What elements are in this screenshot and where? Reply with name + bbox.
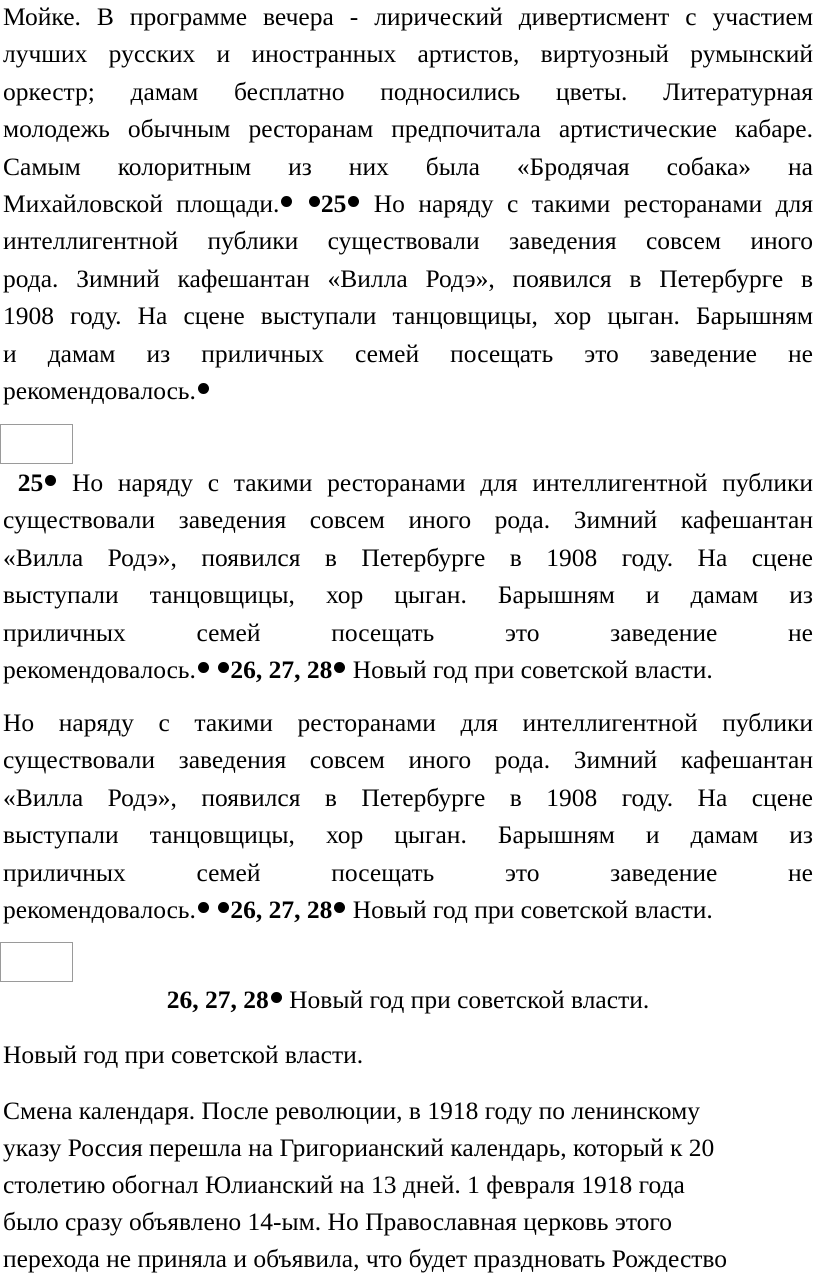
bullet-icon (198, 383, 209, 394)
text-line: перехода не приняла и объявила, что будет праздновать Рождество (3, 1244, 728, 1273)
text-line: Смена календаря. После революции, в 1918 году по ленинскому (3, 1096, 700, 1125)
text-line (3, 651, 813, 688)
bullet-icon (271, 992, 282, 1003)
footnote-number: 26, 27, 28 (230, 654, 333, 684)
text-line: Но наряду с такими ресторанами для интеллигентной публики (3, 708, 813, 737)
paragraph-3 (3, 704, 813, 928)
text-segment: рекомендовалось. (3, 894, 196, 924)
text-segment: Новый год при советской власти. (352, 654, 713, 684)
footnote-number: 26, 27, 28 (166, 985, 269, 1014)
text-segment: рекомендовалось. (3, 375, 196, 405)
text-line: молодежь обычным ресторанам предпочитала артистические кабаре. (3, 114, 813, 144)
text-segment: Но наряду с такими ресторанами для интеллигентной публики (71, 468, 813, 497)
text-segment: Михайловской площади. (3, 188, 280, 218)
paragraph-2 (3, 464, 813, 688)
bullet-icon (334, 902, 345, 913)
bullet-icon (334, 662, 345, 673)
text-line: существовали заведения совсем иного рода. Зимний кафешантан (3, 505, 813, 535)
text-line: интеллигентной публики существовали заведения совсем иного (3, 226, 813, 256)
text-segment: Новый год при советской власти. (352, 894, 713, 924)
bullet-icon (218, 902, 229, 913)
bullet-icon (45, 475, 56, 486)
section-heading (3, 981, 813, 1018)
text-line (3, 372, 813, 409)
text-line: Самым колоритным из них была «Бродячая собака» на (3, 151, 813, 181)
text-line: «Вилла Родэ», появился в Петербурге в 1908 году. На сцене (3, 782, 813, 812)
text-line: «Вилла Родэ», появился в Петербурге в 1908 году. На сцене (3, 542, 813, 572)
text-line: приличных семей посещать это заведение не (3, 857, 813, 887)
bullet-icon (281, 196, 292, 207)
text-line: выступали танцовщицы, хор цыган. Барышням и дамам из (3, 580, 813, 610)
heading-text: Новый год при советской власти. (289, 985, 650, 1014)
text-line: столетию обогнал Юлианский на 13 дней. 1 февраля 1918 года (3, 1170, 685, 1199)
footnote-number: 25 (320, 188, 347, 218)
text-line: Мойке. В программе вечера - лирический дивертисмент с участием (3, 2, 813, 31)
text-line: было сразу объявлено 14-ым. Но Православная церковь этого (3, 1207, 672, 1236)
bullet-icon (218, 662, 229, 673)
text-line (3, 464, 813, 501)
text-line: 1908 году. На сцене выступали танцовщицы, хор цыган. Барышням (3, 301, 813, 331)
text-line: рода. Зимний кафешантан «Вилла Родэ», появился в Петербурге в (3, 263, 813, 293)
bullet-icon (198, 662, 209, 673)
text-line: приличных семей посещать это заведение не (3, 617, 813, 647)
text-line: оркестр; дамам бесплатно подносились цветы. Литературная (3, 76, 813, 106)
empty-frame-box (0, 424, 73, 464)
text-line (3, 185, 813, 222)
text-line (3, 891, 813, 928)
text-line: и дамам из приличных семей посещать это заведение не (3, 338, 813, 368)
text-line: выступали танцовщицы, хор цыган. Барышням и дамам из (3, 820, 813, 850)
bullet-icon (198, 902, 209, 913)
text-segment: рекомендовалось. (3, 654, 196, 684)
paragraph-4: Новый год при советской власти. (3, 1040, 364, 1069)
text-line: лучших русских и иностранных артистов, виртуозный румынский (3, 39, 813, 69)
text-segment: Но наряду с такими ресторанами для (373, 188, 813, 218)
bullet-icon (348, 196, 359, 207)
footnote-number: 25 (17, 468, 44, 497)
bullet-icon (309, 196, 320, 207)
text-line: существовали заведения совсем иного рода. Зимний кафешантан (3, 745, 813, 775)
empty-frame-box (0, 942, 73, 982)
footnote-number: 26, 27, 28 (230, 894, 333, 924)
paragraph-1 (3, 0, 813, 409)
text-line (3, 981, 813, 1018)
text-line: указу Россия перешла на Григорианский календарь, который к 20 (3, 1133, 715, 1162)
